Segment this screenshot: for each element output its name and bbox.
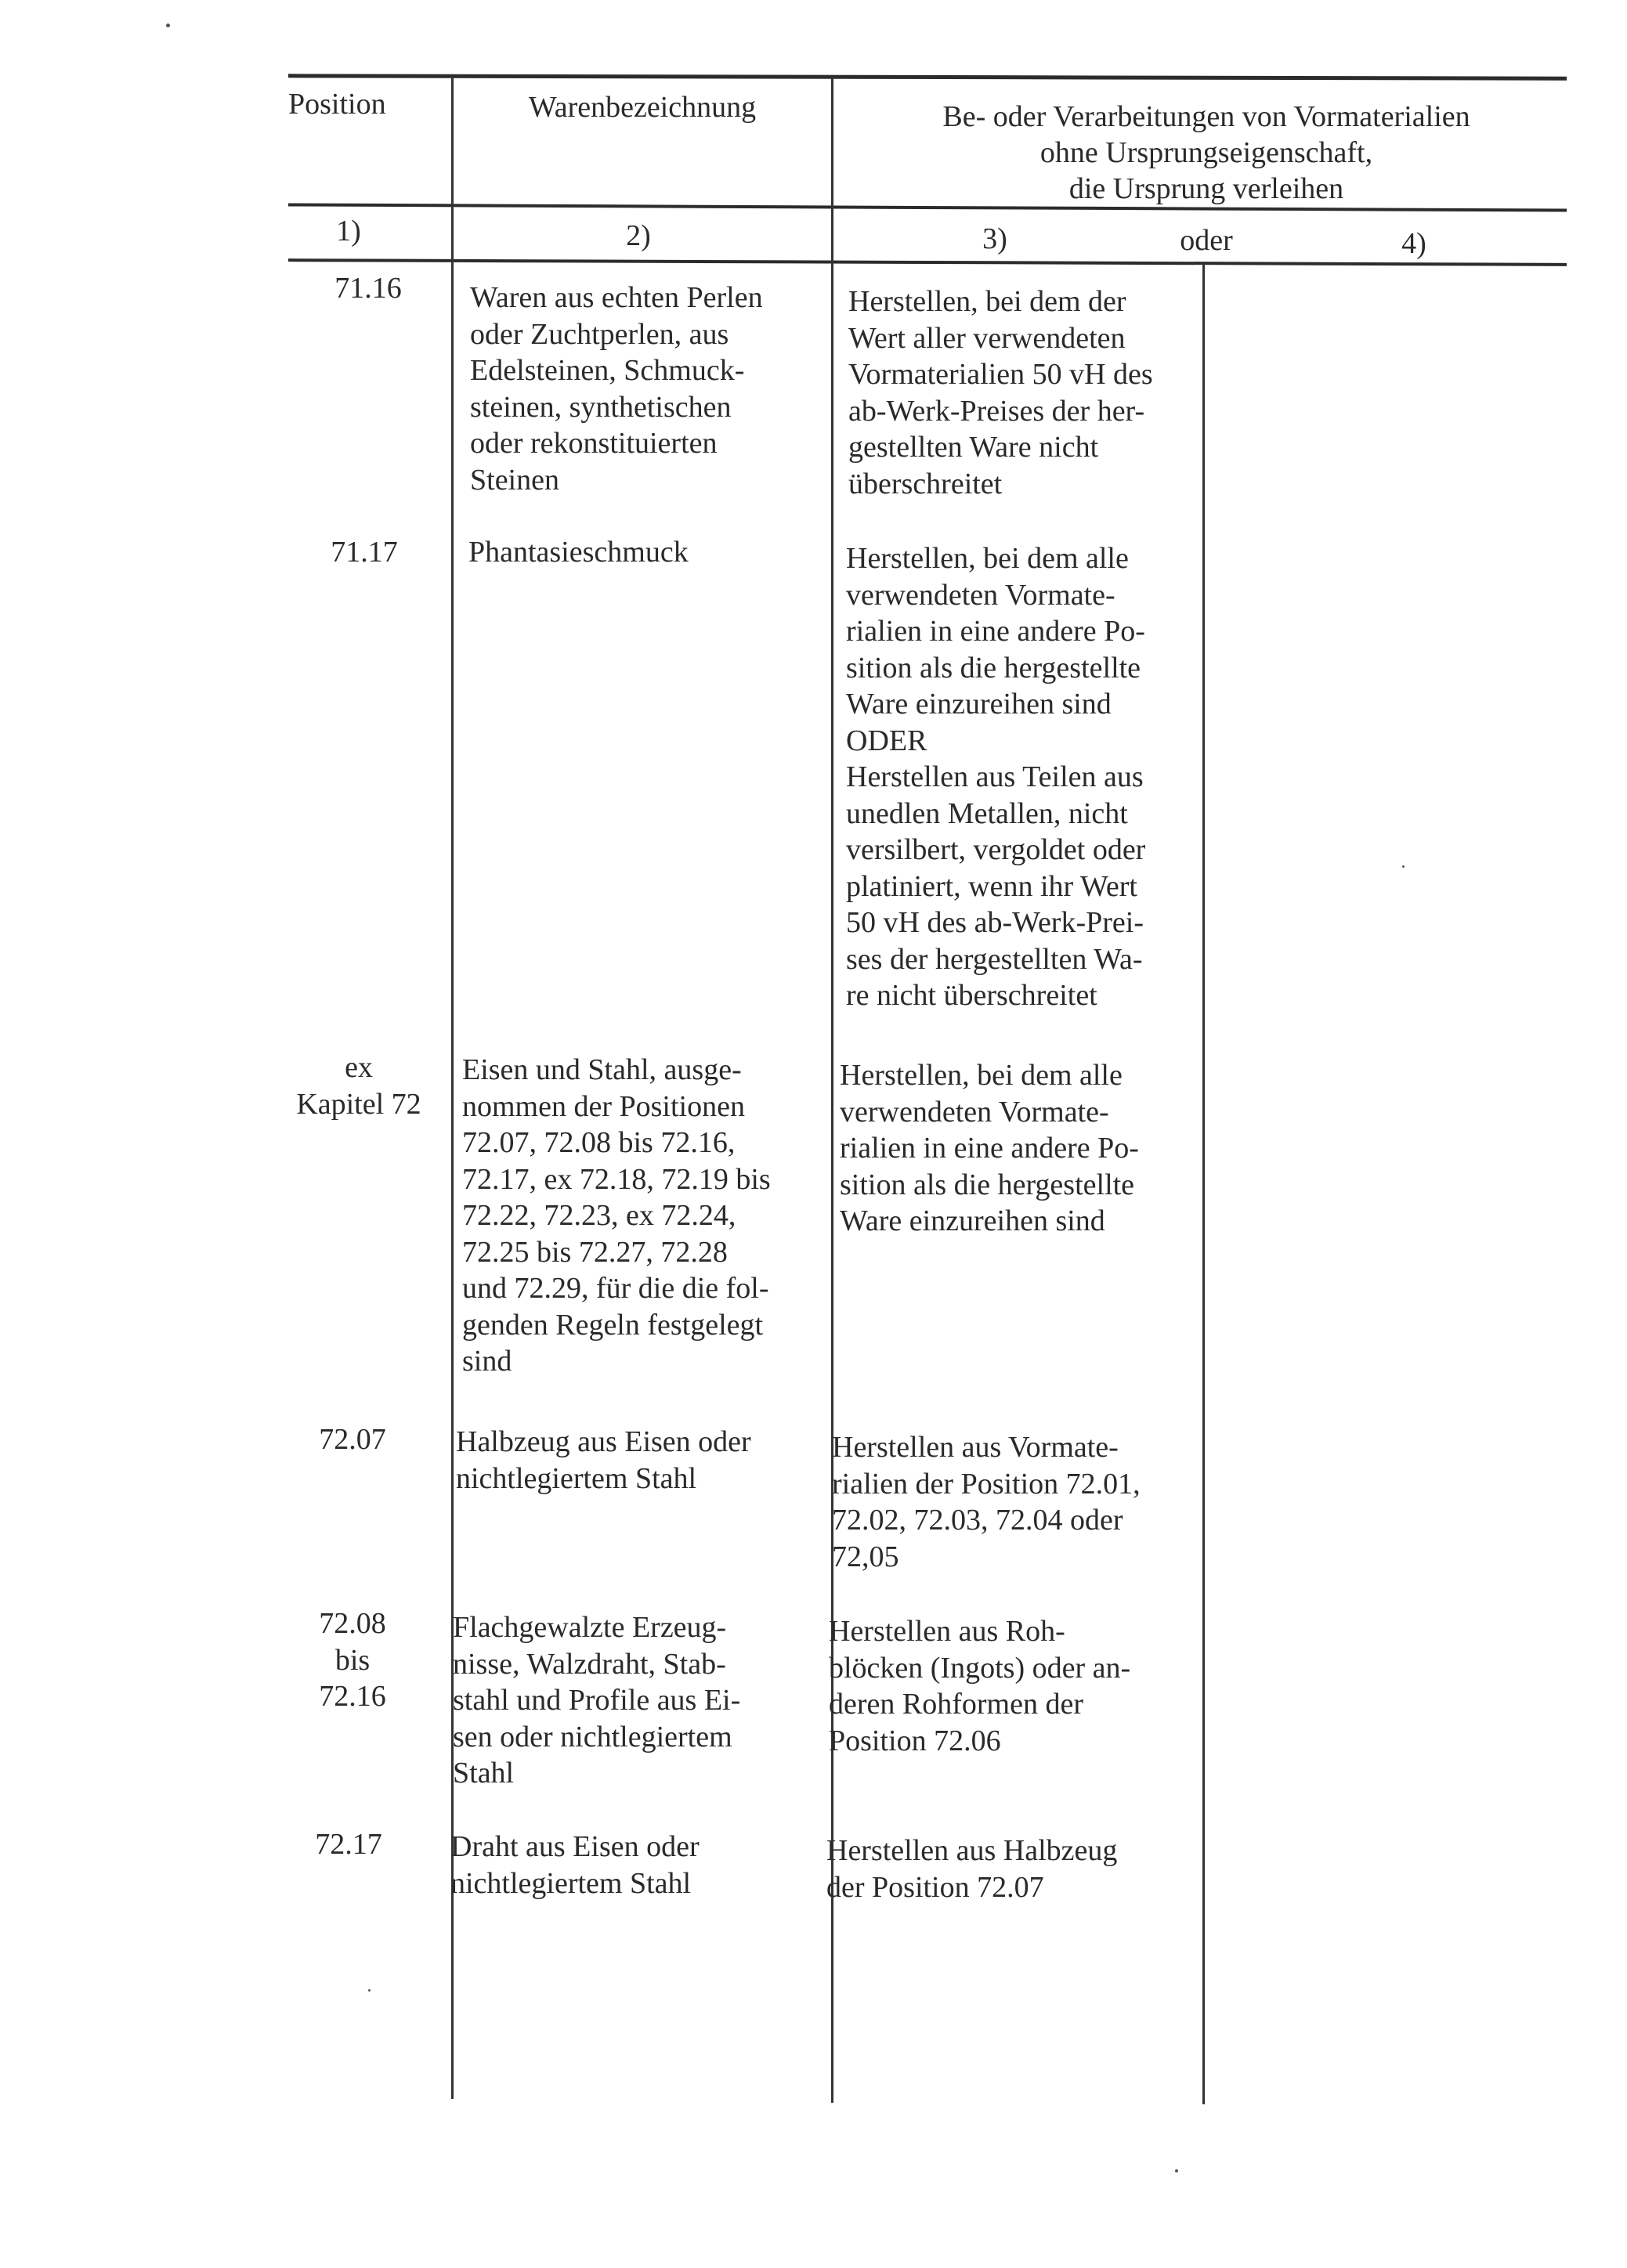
row-processing: Herstellen aus Vormate- rialien der Position 72.01, 72.02, 72.03, 72.04 oder 72,05 — [832, 1431, 1141, 1573]
column-number-3: 3) — [982, 222, 1007, 255]
row-description: Eisen und Stahl, ausge- nommen der Positionen 72.07, 72.08 bis 72.16, 72.17, ex 72.18, 72.19 bis 72.22, 72.23, ex 72.24, 72.25 bis 72.27, 72.28 und 72.29, für die die fol- genden Regeln festgelegt sind — [462, 1053, 771, 1378]
row-description: Halbzeug aus Eisen oder nichtlegiertem Stahl — [456, 1425, 751, 1495]
column-divider-1 — [451, 77, 454, 2099]
header-processing-line2: ohne Ursprungseigenschaft, — [1039, 136, 1373, 169]
row-description: Draht aus Eisen oder nichtlegiertem Stahl — [450, 1830, 700, 1900]
header-position: Position — [288, 88, 386, 121]
row-processing: Herstellen aus Roh- blöcken (Ingots) oder an- deren Rohformen der Position 72.06 — [829, 1615, 1131, 1757]
scan-speck — [166, 23, 170, 27]
row-position: 72.17 — [315, 1828, 382, 1861]
row-processing: Herstellen, bei dem alle verwendeten Vormate- rialien in eine andere Po- sition als die hergestellte Ware einzureihen sind ODER Herstellen aus Teilen aus unedlen Metallen, nicht versilbert, vergoldet oder platiniert, wenn ihr Wert 50 vH des ab-Werk-Prei- ses der hergestellten Wa- re nicht überschreitet — [846, 542, 1146, 1012]
oder-label: oder — [1180, 224, 1233, 257]
row-processing: Herstellen, bei dem alle verwendeten Vormate- rialien in eine andere Po- sition als die hergestellte Ware einzureihen sind — [840, 1059, 1139, 1237]
row-position: 71.17 — [331, 536, 398, 569]
scan-speck — [1175, 2169, 1178, 2172]
header-processing-line1: Be- oder Verarbeitungen von Vormaterialien — [942, 100, 1470, 133]
column-number-4: 4) — [1401, 227, 1426, 260]
header-description: Warenbezeichnung — [528, 91, 757, 124]
column-number-1: 1) — [336, 215, 361, 247]
scan-speck — [1402, 865, 1405, 868]
row-position: 72.08 bis 72.16 — [319, 1607, 386, 1713]
row-processing: Herstellen, bei dem der Wert aller verwendeten Vormaterialien 50 vH des ab-Werk-Preises der her- gestellten Ware nicht überschreitet — [848, 285, 1153, 500]
scan-speck — [368, 1989, 371, 1992]
header-processing-line3: die Ursprung verleihen — [1068, 172, 1344, 205]
column-number-2: 2) — [626, 219, 651, 252]
row-processing: Herstellen aus Halbzeug der Position 72.07 — [826, 1834, 1118, 1904]
row-position: 72.07 — [319, 1423, 386, 1456]
row-position: ex Kapitel 72 — [296, 1051, 421, 1121]
row-description: Phantasieschmuck — [468, 536, 689, 569]
column-divider-3 — [1202, 264, 1205, 2104]
row-description: Flachgewalzte Erzeug- nisse, Walzdraht, Stab- stahl und Profile aus Ei- sen oder nichtlegiertem Stahl — [453, 1611, 741, 1789]
column-divider-2 — [831, 78, 833, 2103]
numbering-bottom-rule — [288, 258, 1567, 266]
row-description: Waren aus echten Perlen oder Zuchtperlen, aus Edelsteinen, Schmuck- steinen, synthetischen oder rekonstituierten Steinen — [470, 281, 763, 497]
row-position: 71.16 — [334, 272, 402, 305]
top-rule — [288, 74, 1567, 80]
